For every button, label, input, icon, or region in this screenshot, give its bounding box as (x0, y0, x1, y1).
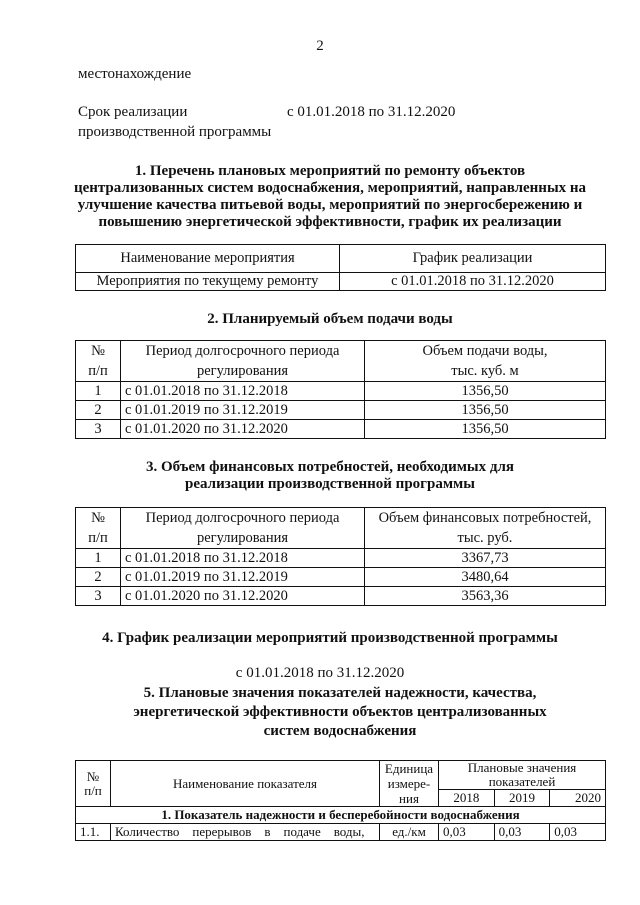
table-header-cell: Объем финансовых потребностей, тыс. руб. (365, 508, 606, 549)
table-cell: с 01.01.2018 по 31.12.2020 (340, 273, 606, 291)
table-header-cell: Наименование мероприятия (76, 245, 340, 273)
term-label-line1: Срок реализации (78, 104, 188, 120)
table-cell: 1356,50 (365, 420, 606, 439)
table-cell: Мероприятия по текущему ремонту (76, 273, 340, 291)
table-cell: с 01.01.2020 по 31.12.2020 (121, 420, 365, 439)
table-row (76, 420, 606, 439)
table-cell: ед./км (380, 824, 439, 841)
table-header-cell: Период долгосрочного периода регулирования (121, 341, 365, 382)
section2-title: 2. Планируемый объем подачи воды (207, 311, 453, 327)
table-header-cell: № п/п (76, 341, 121, 382)
table-header-cell: График реализации (340, 245, 606, 273)
group-title: 1. Показатель надежности и бесперебойности водоснабжения (76, 807, 606, 824)
section3-table (75, 507, 606, 606)
table-row (76, 587, 606, 606)
table-cell: 0,03 (494, 824, 550, 841)
table-cell: с 01.01.2019 по 31.12.2019 (121, 401, 365, 420)
table-header-cell: 2018 (439, 790, 495, 807)
table-row (76, 273, 606, 291)
table-cell: 1 (76, 549, 121, 568)
table-cell: 0,03 (550, 824, 606, 841)
table-header-cell: Наименование показателя (111, 761, 380, 807)
table-cell: с 01.01.2018 по 31.12.2018 (121, 382, 365, 401)
table-cell: 1356,50 (365, 382, 606, 401)
table-cell: с 01.01.2018 по 31.12.2018 (121, 549, 365, 568)
location-label: местонахождение (78, 66, 192, 82)
section2-table (75, 340, 606, 439)
table-cell: с 01.01.2020 по 31.12.2020 (121, 587, 365, 606)
table-header-cell: № п/п (76, 508, 121, 549)
table-header-cell: 2020 (550, 790, 606, 807)
table-cell: 3367,73 (365, 549, 606, 568)
table-cell: 1 (76, 382, 121, 401)
section3-title: 3. Объем финансовых потребностей, необходимых для реализации производственной программы (145, 459, 515, 492)
section5-table (75, 760, 606, 841)
table-row (76, 824, 606, 841)
term-label-line2: производственной программы (78, 124, 272, 140)
section4-title: 4. График реализации мероприятий производственной программы (102, 630, 558, 646)
table-header-cell: Единица измере- ния (380, 761, 439, 807)
table-row (76, 549, 606, 568)
table-cell: Количество перерывов в подаче воды, (111, 824, 380, 841)
table-cell: 1.1. (76, 824, 111, 841)
table-row (76, 401, 606, 420)
table-row (76, 568, 606, 587)
table-cell: 3 (76, 420, 121, 439)
section1-title: 1. Перечень плановых мероприятий по ремонту объектов централизованных систем водоснабжения, мероприятий, направленных на улучшение качества питьевой воды, мероприятий по энергосбережению и повышению энергетической эффективности, график их реализации (73, 163, 587, 230)
table-header-cell: Объем подачи воды, тыс. куб. м (365, 341, 606, 382)
table-cell: 2 (76, 401, 121, 420)
table-cell: 3480,64 (365, 568, 606, 587)
table-cell: 3 (76, 587, 121, 606)
term-value: с 01.01.2018 по 31.12.2020 (287, 104, 456, 120)
table-cell: 3563,36 (365, 587, 606, 606)
table-cell: 0,03 (439, 824, 495, 841)
table-header-cell: Плановые значения показателей (439, 761, 606, 790)
section5-title: 5. Плановые значения показателей надежности, качества, энергетической эффективности объектов централизованных систем водоснабжения (133, 685, 547, 739)
table-cell: 1356,50 (365, 401, 606, 420)
table-header-cell: Период долгосрочного периода регулирования (121, 508, 365, 549)
table-cell: с 01.01.2019 по 31.12.2019 (121, 568, 365, 587)
table-row (76, 382, 606, 401)
section4-period: с 01.01.2018 по 31.12.2020 (235, 665, 405, 681)
table-header-cell: 2019 (494, 790, 550, 807)
table-header-cell: № п/п (76, 761, 111, 807)
table-cell: 2 (76, 568, 121, 587)
page-number: 2 (316, 38, 324, 54)
section1-table (75, 244, 606, 291)
